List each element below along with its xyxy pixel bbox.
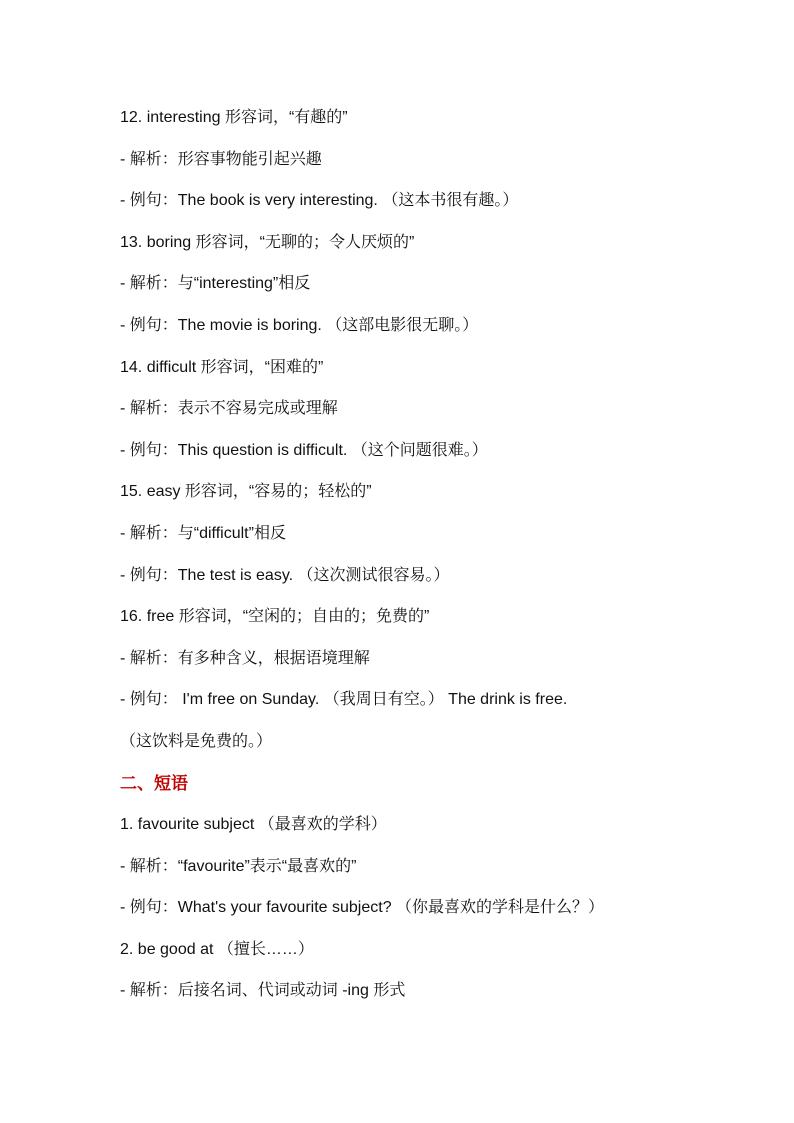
vocab-entry-free: 16. free 形容词，“空闲的；自由的；免费的”	[120, 608, 430, 626]
vocab-entry-boring: 13. boring 形容词，“无聊的；令人厌烦的”	[120, 233, 415, 251]
example-line: - 例句：What's your favourite subject? （你最喜欢的学科是什么？）	[120, 899, 605, 917]
section-heading-phrases: 二、短语	[120, 773, 188, 793]
explanation-line: - 解析：表示不容易完成或理解	[120, 400, 338, 418]
explanation-line: - 解析：后接名词、代词或动词 -ing 形式	[120, 982, 406, 1000]
explanation-line: - 解析：“favourite”表示“最喜欢的”	[120, 857, 357, 875]
explanation-line: - 解析：与“interesting”相反	[120, 275, 311, 293]
example-line: - 例句：The book is very interesting. （这本书很有趣。）	[120, 192, 519, 210]
example-line: - 例句：The movie is boring. （这部电影很无聊。）	[120, 316, 479, 334]
vocab-entry-easy: 15. easy 形容词，“容易的；轻松的”	[120, 483, 372, 501]
phrase-entry-be-good-at: 2. be good at （擅长……）	[120, 940, 314, 958]
example-line: - 例句： I'm free on Sunday. （我周日有空。） The drink is free.	[120, 691, 568, 709]
example-line: - 例句：This question is difficult. （这个问题很难。）	[120, 441, 488, 459]
document-body	[120, 100, 680, 1015]
vocab-entry-difficult: 14. difficult 形容词，“困难的”	[120, 358, 324, 376]
explanation-line: - 解析：形容事物能引起兴趣	[120, 150, 322, 168]
explanation-line: - 解析：与“difficult”相反	[120, 524, 286, 542]
explanation-line: - 解析：有多种含义，根据语境理解	[120, 649, 370, 667]
example-line-continuation: （这饮料是免费的。）	[120, 732, 273, 750]
vocab-entry-interesting: 12. interesting 形容词，“有趣的”	[120, 109, 348, 126]
example-line: - 例句：The test is easy. （这次测试很容易。）	[120, 566, 450, 584]
phrase-entry-favourite-subject: 1. favourite subject （最喜欢的学科）	[120, 816, 387, 834]
